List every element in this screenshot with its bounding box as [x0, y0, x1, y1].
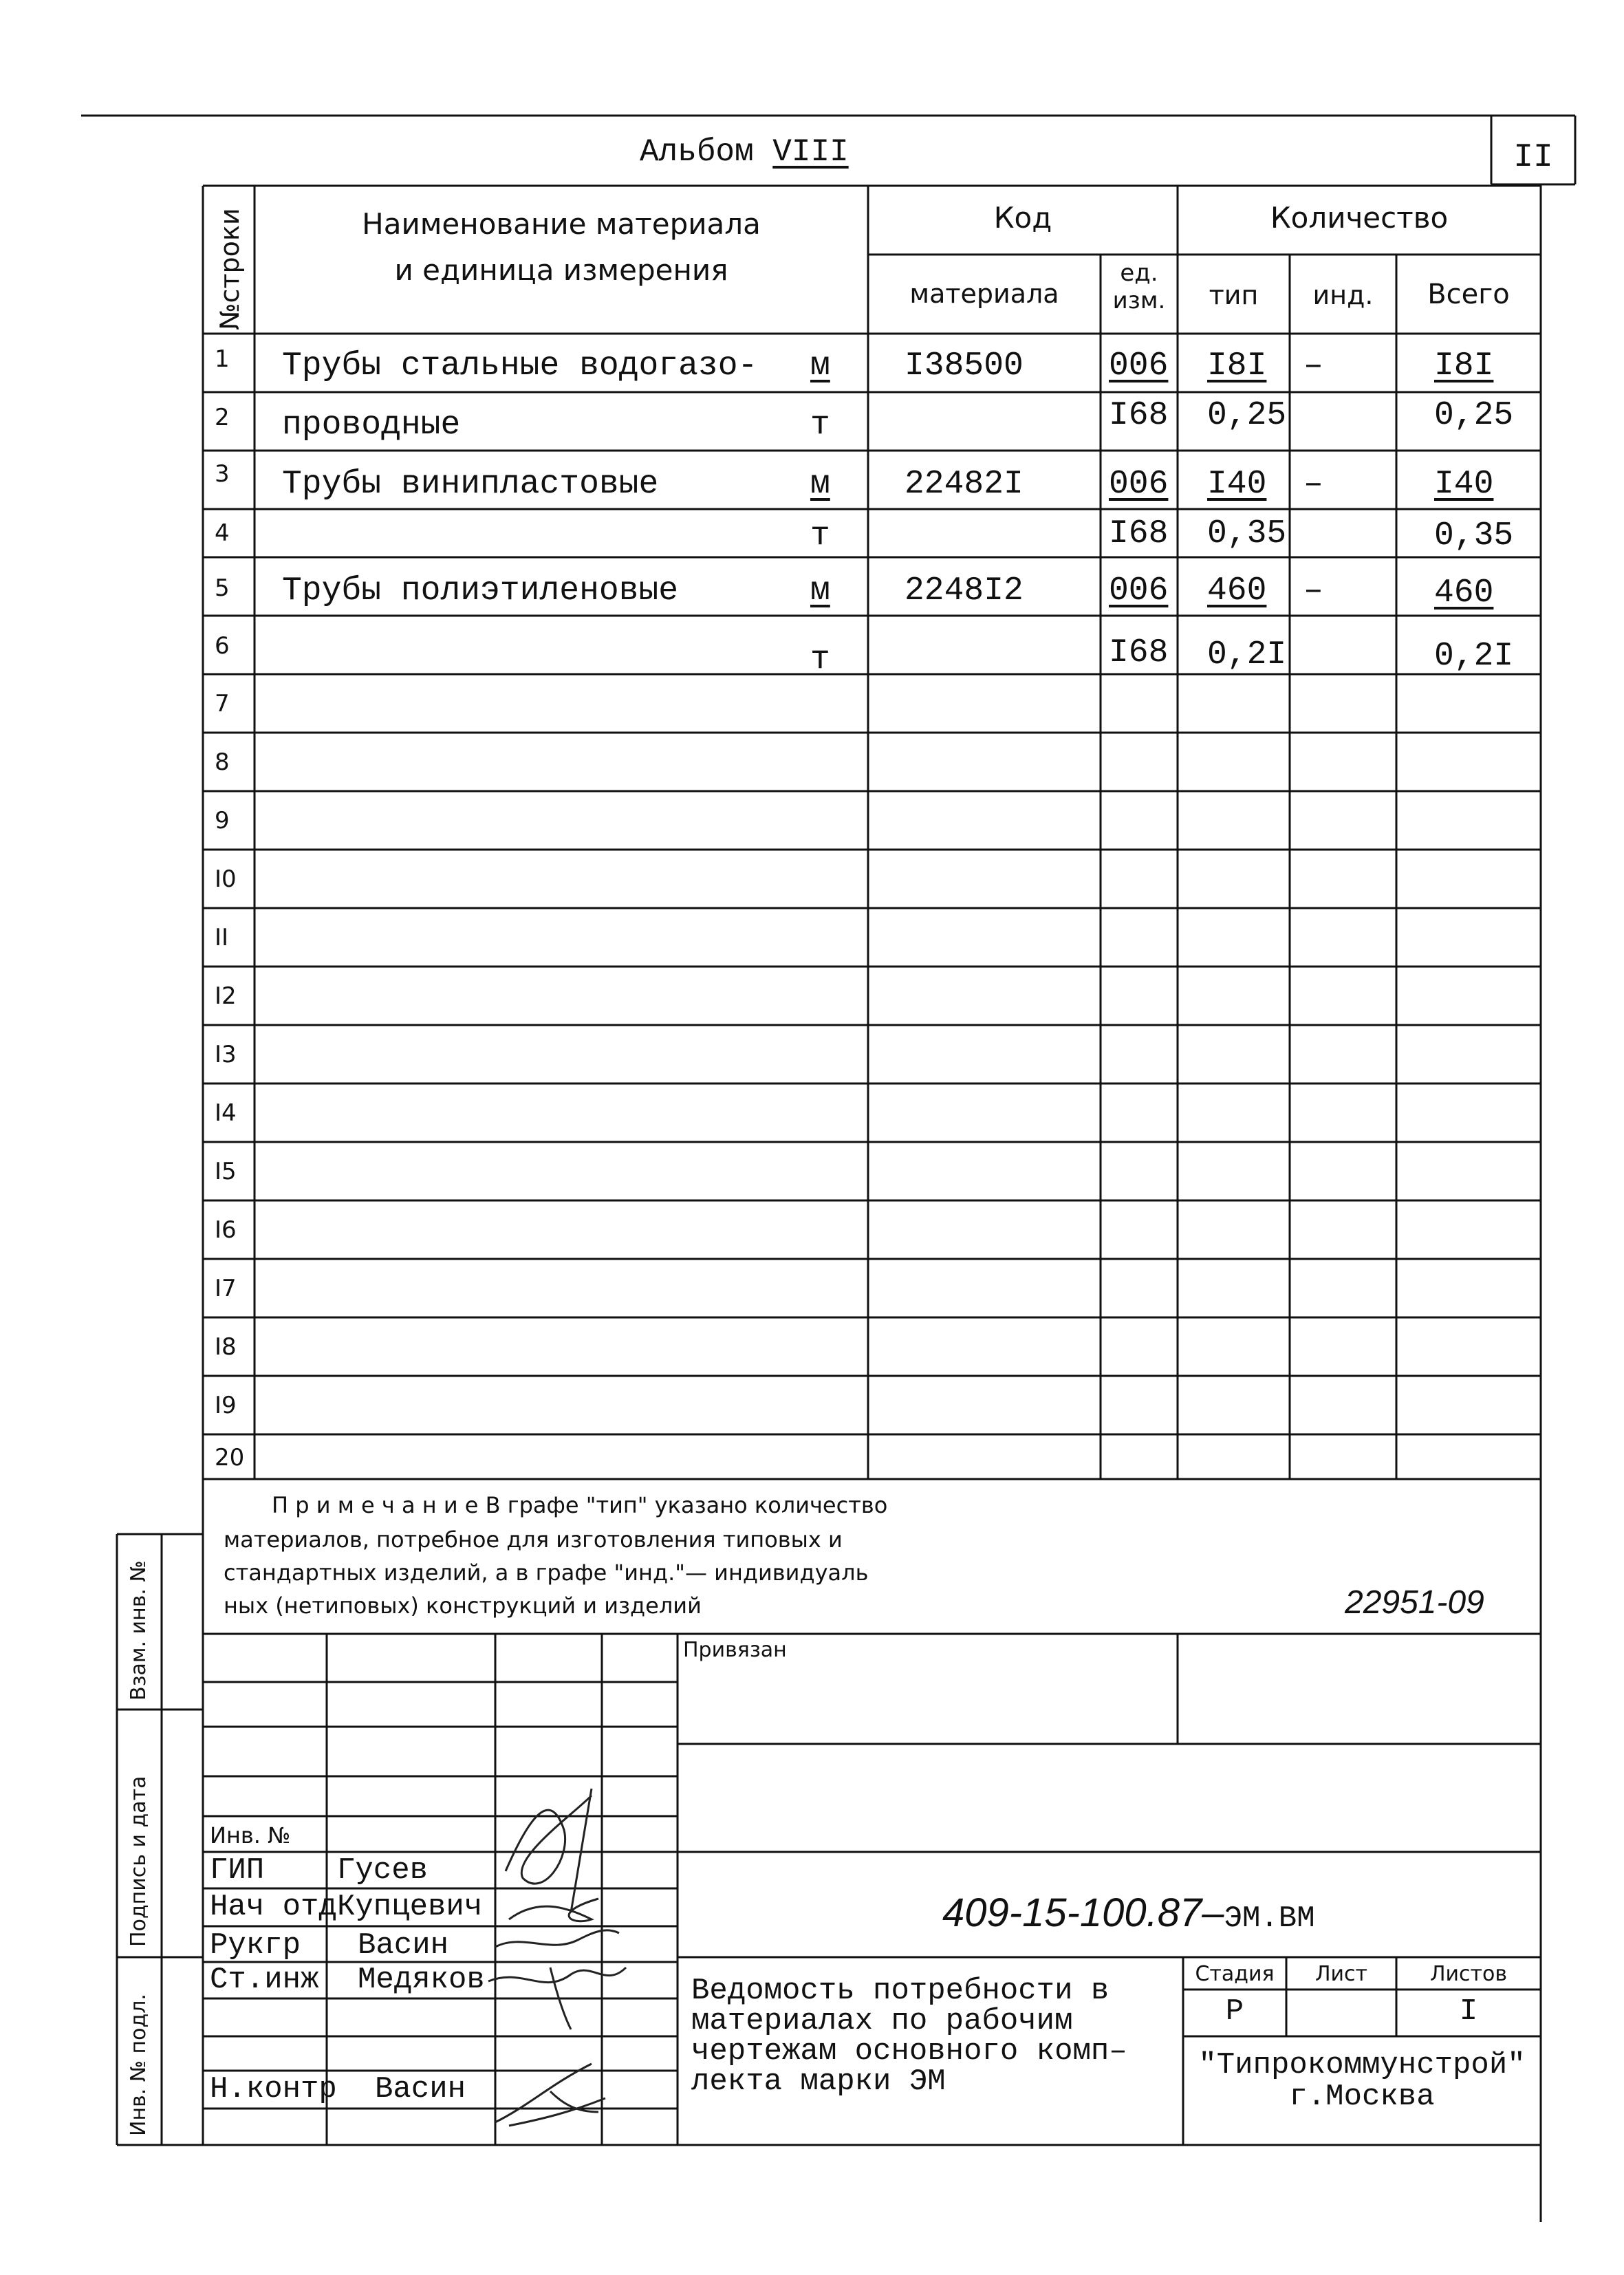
qty-type: 0,25: [1207, 397, 1287, 434]
row-number: II: [215, 924, 229, 951]
unit-code: I68: [1109, 397, 1169, 434]
staff-role: Ст.инж: [210, 1963, 319, 1997]
unit-letter: т: [810, 641, 830, 678]
unit-header-line2: изм.: [1112, 287, 1166, 314]
note-line-2: материалов, потребное для изготовления типовых и: [224, 1527, 843, 1553]
name-header-line2: и единица измерения: [394, 253, 728, 287]
qty-type: I40: [1207, 466, 1267, 503]
row-number: 6: [215, 632, 230, 660]
row-number: 8: [215, 748, 230, 776]
qty-type: 0,35: [1207, 515, 1287, 552]
row-number: 20: [215, 1444, 245, 1471]
material-name: Трубы стальные водогазо-: [282, 347, 758, 385]
unit-letter: м: [810, 572, 830, 610]
sheets-value: I: [1459, 1994, 1478, 2029]
material-name: проводные: [282, 407, 461, 444]
sheet-label: Лист: [1314, 1962, 1368, 1986]
row-number: I9: [215, 1392, 237, 1419]
material-code: 22482I: [905, 466, 1024, 503]
row-number: 5: [215, 574, 230, 602]
unit-header-line1: ед.: [1120, 259, 1158, 287]
row-number: I2: [215, 982, 237, 1010]
document-code: 409-15-100.87–ЭМ.ВМ: [942, 1890, 1315, 1936]
stage-label: Стадия: [1195, 1962, 1275, 1986]
organization-city: г.Москва: [1289, 2080, 1435, 2114]
staff-name: Медяков: [358, 1963, 485, 1997]
material-name: Трубы винипластовые: [282, 466, 659, 503]
unit-letter: м: [810, 347, 830, 385]
doc-title-line: чертежам основного комп–: [691, 2034, 1127, 2069]
organization-name: "Типрокоммунстрой": [1198, 2048, 1526, 2082]
staff-name: Купцевич: [337, 1890, 483, 1924]
unit-letter: т: [810, 407, 830, 444]
row-number: I7: [215, 1275, 237, 1302]
doc-title-line: материалах по рабочим: [691, 2004, 1073, 2038]
row-number: I0: [215, 865, 237, 893]
staff-role: Нач отд: [210, 1890, 337, 1924]
row-number: I8: [215, 1333, 237, 1361]
qty-total: I40: [1434, 466, 1494, 503]
unit-code: 006: [1109, 572, 1169, 610]
inv-podl-label: Инв. № подл.: [127, 1994, 151, 2136]
doc-title-line: лекта марки ЭМ: [691, 2064, 946, 2099]
sheets-label: Листов: [1429, 1962, 1508, 1986]
staff-name: Гусев: [337, 1853, 429, 1888]
qty-ind: –: [1303, 466, 1323, 503]
unit-code: 006: [1109, 347, 1169, 385]
staff-role: Рукгр: [210, 1928, 301, 1963]
row-number: 4: [215, 519, 230, 547]
row-number: I4: [215, 1099, 237, 1127]
quantity-header: Количество: [1270, 201, 1449, 235]
total-header: Всего: [1427, 279, 1510, 310]
row-number-header: №строки: [215, 208, 245, 330]
row-number: I6: [215, 1216, 237, 1244]
unit-code: I68: [1109, 634, 1169, 671]
qty-ind: –: [1303, 347, 1323, 385]
material-header: материала: [909, 279, 1059, 309]
row-number: 7: [215, 690, 230, 718]
staff-role: Н.контр: [210, 2072, 337, 2106]
note-line-4: ных (нетиповых) конструкций и изделий: [224, 1593, 702, 1619]
qty-type: 0,2I: [1207, 636, 1287, 673]
qty-ind: –: [1303, 572, 1323, 610]
qty-total: 0,35: [1434, 517, 1514, 554]
ind-header: инд.: [1312, 280, 1374, 310]
qty-total: 0,25: [1434, 397, 1514, 434]
row-number: I5: [215, 1158, 237, 1185]
code-header: Код: [993, 201, 1052, 235]
staff-name: Васин: [375, 2072, 466, 2106]
material-name: Трубы полиэтиленовые: [282, 572, 679, 610]
reference-number: 22951-09: [1345, 1584, 1484, 1621]
album-title: Альбом VIII: [640, 134, 849, 170]
podpis-data-label: Подпись и дата: [127, 1776, 151, 1947]
signature-marks: [488, 1789, 626, 2126]
row-number: 1: [215, 345, 230, 373]
material-code: I38500: [905, 347, 1024, 385]
unit-code: 006: [1109, 466, 1169, 503]
qty-total: 0,2I: [1434, 638, 1514, 675]
row-number: 9: [215, 807, 230, 834]
inv-number-label: Инв. №: [210, 1822, 291, 1848]
privyazan-label: Привязан: [683, 1638, 787, 1662]
material-code: 2248I2: [905, 572, 1024, 610]
row-number: I3: [215, 1041, 237, 1068]
sheet-number: II: [1513, 139, 1553, 176]
qty-type: 460: [1207, 572, 1267, 610]
vzam-inv-label: Взам. инв. №: [127, 1560, 151, 1701]
note-line-1: П р и м е ч а н и е В графе "тип" указано количество: [272, 1492, 888, 1518]
doc-title-line: Ведомость потребности в: [691, 1974, 1109, 2008]
qty-type: I8I: [1207, 347, 1267, 385]
unit-letter: м: [810, 466, 830, 503]
name-header-line1: Наименование материала: [362, 207, 761, 241]
qty-total: I8I: [1434, 347, 1494, 385]
note-line-3: стандартных изделий, а в графе "инд."— индивидуаль: [224, 1560, 869, 1586]
unit-letter: т: [810, 517, 830, 554]
qty-total: 460: [1434, 574, 1494, 612]
row-number: 2: [215, 404, 230, 431]
staff-name: Васин: [358, 1928, 449, 1963]
unit-code: I68: [1109, 515, 1169, 552]
staff-role: ГИП: [210, 1853, 265, 1888]
stage-value: Р: [1225, 1994, 1244, 2029]
row-number: 3: [215, 460, 230, 488]
type-header: тип: [1209, 280, 1259, 310]
